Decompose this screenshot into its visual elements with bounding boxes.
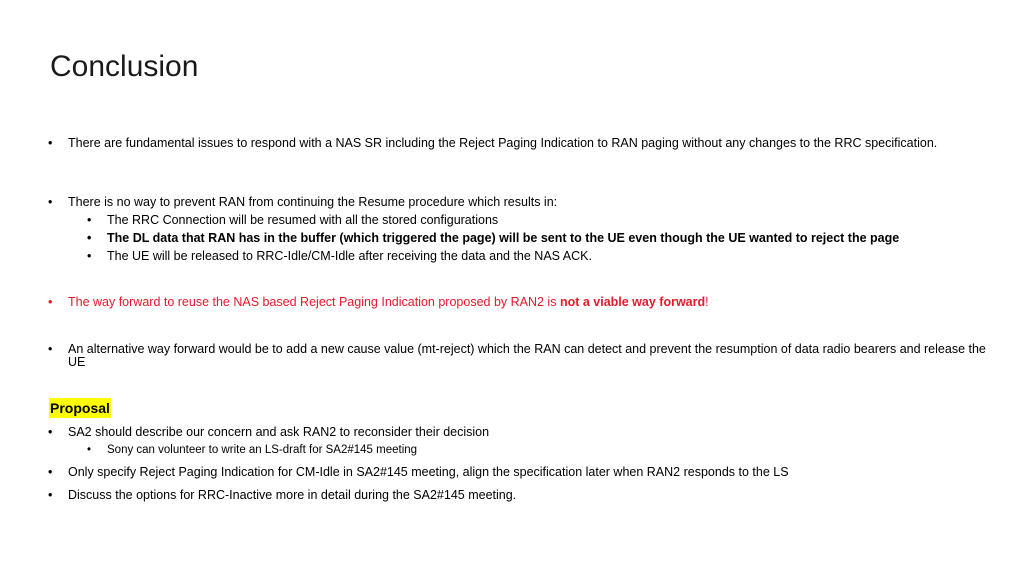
sub-bullet-1 [87, 214, 498, 227]
bullet-text: The UE will be released to RRC-Idle/CM-Idle after receiving the data and the NAS ACK. [107, 249, 592, 263]
proposal-heading: Proposal [50, 400, 110, 416]
bullet-marker: • [48, 136, 53, 150]
proposal-bullet-2 [48, 466, 998, 479]
bullet-text: Sony can volunteer to write an LS-draft for SA2#145 meeting [107, 444, 418, 456]
bullet-marker: • [48, 425, 53, 439]
bullet-text [68, 296, 998, 309]
sub-bullet-2 [87, 232, 899, 245]
bullet-text: The RRC Connection will be resumed with all the stored configurations [107, 213, 499, 227]
bullet-text: Discuss the options for RRC-Inactive more in detail during the SA2#145 meeting. [68, 488, 517, 502]
bullet-marker: • [87, 231, 92, 245]
bullet-marker: • [87, 249, 92, 263]
bullet-marker: • [48, 488, 53, 502]
bullet-text: Only specify Reject Paging Indication for CM-Idle in SA2#145 meeting, align the specification later when RAN2 responds to the LS [68, 465, 789, 479]
bullet-3 [48, 296, 998, 309]
bullet-marker: • [48, 465, 53, 479]
slide-title: Conclusion [50, 50, 199, 83]
bullet-text: An alternative way forward would be to add a new cause value (mt-reject) which the RAN can detect and prevent the resumption of data radio bearers and release the UE [68, 342, 986, 369]
bullet-4 [48, 343, 998, 369]
bullet-marker: • [48, 295, 53, 309]
bullet-text-part: The way forward to reuse the NAS based Reject Paging Indication proposed by RAN2 is [68, 295, 560, 309]
bullet-marker: • [87, 444, 92, 456]
proposal-bullet-3 [48, 489, 998, 502]
bullet-text: There are fundamental issues to respond with a NAS SR including the Reject Paging Indication to RAN paging without any changes to the RRC specification. [68, 136, 938, 150]
bullet-marker: • [48, 195, 53, 209]
bullet-marker: • [87, 213, 92, 227]
emphasis-text: not a viable way forward [559, 295, 706, 309]
bullet-2 [48, 196, 998, 209]
proposal-sub-bullet-1 [87, 444, 417, 457]
sub-bullet-3 [87, 250, 592, 263]
bullet-text-end: ! [705, 295, 709, 309]
bullet-text: The DL data that RAN has in the buffer (which triggered the page) will be sent to the UE even though the UE wanted to reject the page [107, 231, 900, 245]
proposal-bullet-1 [48, 426, 998, 439]
bullet-marker: • [48, 342, 53, 356]
bullet-1 [48, 137, 998, 150]
bullet-text: SA2 should describe our concern and ask RAN2 to reconsider their decision [68, 425, 490, 439]
bullet-text: There is no way to prevent RAN from continuing the Resume procedure which results in: [68, 195, 558, 209]
